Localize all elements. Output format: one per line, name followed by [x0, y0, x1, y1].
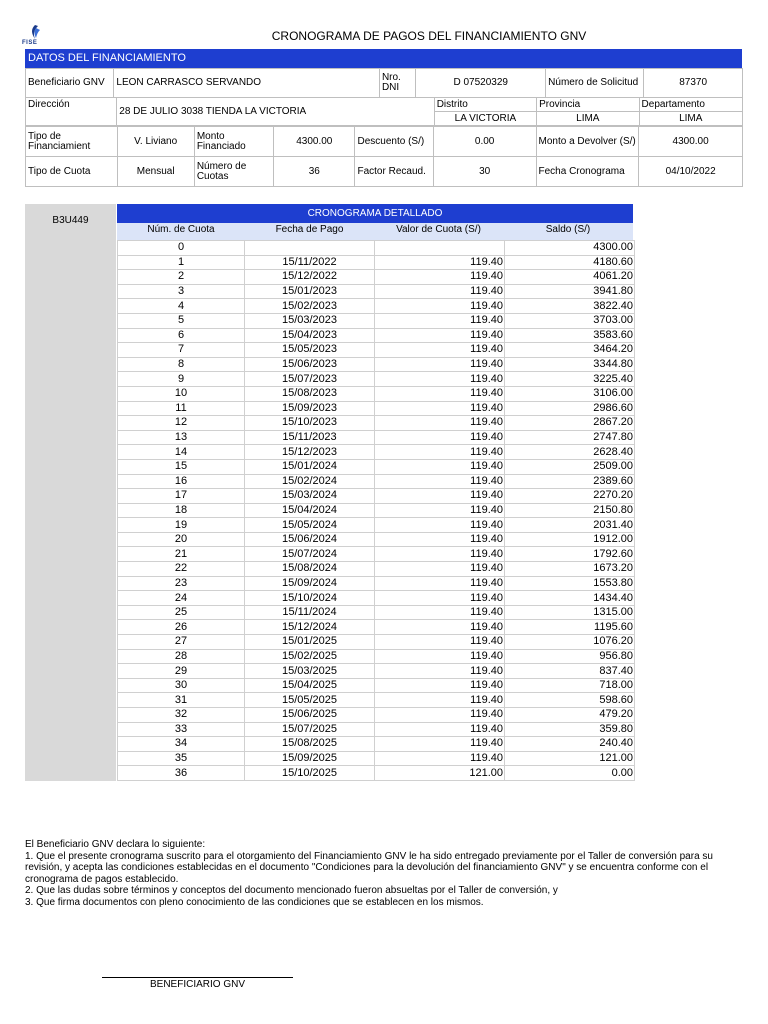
tipo-financiamiento-label: Tipo de Financiamient — [26, 127, 118, 157]
table-row — [118, 299, 635, 314]
departamento-value: LIMA — [639, 112, 742, 126]
payment-date-cell: 15/12/2024 — [245, 620, 375, 635]
cuota-number-cell: 36 — [118, 766, 245, 781]
cuota-number-cell: 25 — [118, 605, 245, 620]
cuota-number-cell: 24 — [118, 591, 245, 606]
payment-date-cell: 15/03/2025 — [245, 664, 375, 679]
balance-cell: 2150.80 — [505, 503, 635, 518]
payment-date-cell: 15/11/2022 — [245, 255, 375, 270]
payment-date-cell: 15/11/2023 — [245, 430, 375, 445]
payment-date-cell: 15/08/2023 — [245, 386, 375, 401]
column-header-saldo: Saldo (S/) — [545, 224, 591, 235]
table-row — [118, 284, 635, 299]
cuota-value-cell: 119.40 — [375, 649, 505, 664]
payment-date-cell: 15/04/2024 — [245, 503, 375, 518]
table-row — [118, 722, 635, 737]
cuota-number-cell: 7 — [118, 343, 245, 358]
cronograma-table — [117, 240, 635, 781]
cuota-value-cell: 119.40 — [375, 503, 505, 518]
table-row — [118, 649, 635, 664]
payment-date-cell: 15/09/2025 — [245, 751, 375, 766]
cuota-number-cell: 19 — [118, 518, 245, 533]
balance-cell: 359.80 — [505, 722, 635, 737]
numero-cuotas-label: Número de Cuotas — [194, 157, 273, 187]
payment-date-cell: 15/10/2024 — [245, 591, 375, 606]
table-row — [118, 357, 635, 372]
payment-date-cell: 15/01/2024 — [245, 459, 375, 474]
cuota-number-cell: 22 — [118, 562, 245, 577]
payment-date-cell: 15/07/2025 — [245, 722, 375, 737]
descuento-value: 0.00 — [433, 127, 536, 157]
cuota-value-cell: 119.40 — [375, 459, 505, 474]
monto-devolver-label: Monto a Devolver (S/) — [536, 127, 639, 157]
table-row — [118, 372, 635, 387]
tipo-financiamiento-value: V. Liviano — [117, 127, 194, 157]
cuota-value-cell: 119.40 — [375, 708, 505, 723]
cuota-number-cell: 15 — [118, 459, 245, 474]
distrito-label: Distrito — [434, 98, 536, 112]
numero-cuotas-value: 36 — [274, 157, 355, 187]
cuota-value-cell: 119.40 — [375, 547, 505, 562]
balance-cell: 3464.20 — [505, 343, 635, 358]
cuota-number-cell: 33 — [118, 722, 245, 737]
cuota-number-cell: 6 — [118, 328, 245, 343]
balance-cell: 3225.40 — [505, 372, 635, 387]
table-row — [118, 532, 635, 547]
cuota-number-cell: 0 — [118, 241, 245, 256]
column-header-fecha-pago: Fecha de Pago — [275, 224, 344, 235]
cuota-value-cell: 119.40 — [375, 255, 505, 270]
balance-cell: 4180.60 — [505, 255, 635, 270]
dni-value: D 07520329 — [416, 69, 546, 98]
cuota-number-cell: 31 — [118, 693, 245, 708]
cuota-number-cell: 4 — [118, 299, 245, 314]
payment-date-cell: 15/09/2023 — [245, 401, 375, 416]
table-row — [118, 737, 635, 752]
payment-date-cell: 15/12/2023 — [245, 445, 375, 460]
payment-date-cell: 15/03/2023 — [245, 313, 375, 328]
cuota-value-cell: 119.40 — [375, 751, 505, 766]
balance-cell: 4300.00 — [505, 241, 635, 256]
balance-cell: 3344.80 — [505, 357, 635, 372]
payment-date-cell: 15/04/2025 — [245, 678, 375, 693]
balance-cell: 2270.20 — [505, 489, 635, 504]
column-header-valor-cuota: Valor de Cuota (S/) — [396, 224, 481, 235]
payment-date-cell: 15/07/2023 — [245, 372, 375, 387]
balance-cell: 2389.60 — [505, 474, 635, 489]
balance-cell: 479.20 — [505, 708, 635, 723]
table-row — [118, 255, 635, 270]
cuota-number-cell: 3 — [118, 284, 245, 299]
declaration-intro: El Beneficiario GNV declara lo siguiente: — [25, 839, 206, 850]
payment-date-cell: 15/03/2024 — [245, 489, 375, 504]
beneficiario-label: Beneficiario GNV — [26, 69, 114, 98]
cuota-number-cell: 12 — [118, 416, 245, 431]
cuota-value-cell: 119.40 — [375, 576, 505, 591]
cuota-number-cell: 8 — [118, 357, 245, 372]
descuento-label: Descuento (S/) — [355, 127, 433, 157]
cuota-value-cell: 119.40 — [375, 722, 505, 737]
table-row — [118, 386, 635, 401]
monto-financiado-label: Monto Financiado — [194, 127, 273, 157]
monto-financiado-value: 4300.00 — [274, 127, 355, 157]
balance-cell: 1912.00 — [505, 532, 635, 547]
cuota-value-cell: 119.40 — [375, 664, 505, 679]
cuota-value-cell: 119.40 — [375, 474, 505, 489]
balance-cell: 1315.00 — [505, 605, 635, 620]
cuota-number-cell: 21 — [118, 547, 245, 562]
table-row — [118, 708, 635, 723]
cuota-number-cell: 2 — [118, 270, 245, 285]
table-row — [118, 445, 635, 460]
table-row — [118, 503, 635, 518]
payment-date-cell: 15/02/2024 — [245, 474, 375, 489]
cuota-value-cell: 119.40 — [375, 270, 505, 285]
table-row — [118, 562, 635, 577]
signature-line — [102, 977, 293, 978]
cuota-value-cell: 119.40 — [375, 678, 505, 693]
signature-label: BENEFICIARIO GNV — [149, 979, 245, 990]
balance-cell: 598.60 — [505, 693, 635, 708]
cuota-value-cell: 119.40 — [375, 313, 505, 328]
cronograma-column-headers — [117, 223, 633, 240]
cuota-number-cell: 17 — [118, 489, 245, 504]
cuota-value-cell: 119.40 — [375, 693, 505, 708]
cuota-value-cell: 119.40 — [375, 591, 505, 606]
table-row — [118, 591, 635, 606]
distrito-value: LA VICTORIA — [434, 112, 536, 126]
cuota-value-cell: 119.40 — [375, 445, 505, 460]
table-row — [118, 489, 635, 504]
payment-date-cell: 15/02/2023 — [245, 299, 375, 314]
tipo-cuota-label: Tipo de Cuota — [26, 157, 118, 187]
cuota-number-cell: 13 — [118, 430, 245, 445]
balance-cell: 0.00 — [505, 766, 635, 781]
cuota-number-cell: 14 — [118, 445, 245, 460]
table-row — [118, 635, 635, 650]
balance-cell: 4061.20 — [505, 270, 635, 285]
table-row — [118, 766, 635, 781]
cuota-number-cell: 11 — [118, 401, 245, 416]
payment-date-cell: 15/01/2025 — [245, 635, 375, 650]
cuota-number-cell: 34 — [118, 737, 245, 752]
balance-cell: 3106.00 — [505, 386, 635, 401]
payment-date-cell: 15/07/2024 — [245, 547, 375, 562]
cuota-value-cell: 119.40 — [375, 343, 505, 358]
balance-cell: 1195.60 — [505, 620, 635, 635]
payment-date-cell: 15/06/2023 — [245, 357, 375, 372]
cuota-value-cell: 119.40 — [375, 489, 505, 504]
table-row — [118, 313, 635, 328]
monto-devolver-value: 4300.00 — [639, 127, 743, 157]
cuota-value-cell: 119.40 — [375, 401, 505, 416]
balance-cell: 3583.60 — [505, 328, 635, 343]
declaration-item-2: 2. Que las dudas sobre términos y conceptos del documento mencionado fueron absueltas por el Taller de conversión, y — [25, 885, 558, 896]
cuota-number-cell: 26 — [118, 620, 245, 635]
solicitud-value: 87370 — [644, 69, 743, 98]
cuota-number-cell: 23 — [118, 576, 245, 591]
dni-label: Nro. DNI — [379, 69, 415, 98]
cuota-number-cell: 35 — [118, 751, 245, 766]
cuota-value-cell: 119.40 — [375, 562, 505, 577]
payment-date-cell: 15/05/2025 — [245, 693, 375, 708]
table-row — [118, 416, 635, 431]
payment-date-cell: 15/08/2025 — [245, 737, 375, 752]
table-row — [118, 241, 635, 256]
tipo-cuota-value: Mensual — [117, 157, 194, 187]
payment-date-cell — [245, 241, 375, 256]
balance-cell: 3703.00 — [505, 313, 635, 328]
balance-cell: 1553.80 — [505, 576, 635, 591]
balance-cell: 3941.80 — [505, 284, 635, 299]
datos-table — [25, 68, 743, 98]
table-row — [118, 664, 635, 679]
balance-cell: 718.00 — [505, 678, 635, 693]
cuota-value-cell: 119.40 — [375, 357, 505, 372]
balance-cell: 2509.00 — [505, 459, 635, 474]
cuota-value-cell: 119.40 — [375, 284, 505, 299]
declaration-item-1: 1. Que el presente cronograma suscrito para el otorgamiento del Financiamiento GNV le ha sido entregado previamente por el Taller de conversión para su revisión, y acepta las condiciones establecidas en el documento "Condiciones para la devolución del financiamiento GNV" y se encuentra conforme con el cronograma de pagos establecido. — [25, 850, 713, 885]
provincia-value: LIMA — [537, 112, 639, 126]
direccion-label: Dirección — [26, 98, 117, 126]
table-row — [118, 343, 635, 358]
table-row — [118, 459, 635, 474]
cuota-value-cell: 119.40 — [375, 328, 505, 343]
cuota-number-cell: 5 — [118, 313, 245, 328]
cuota-number-cell: 30 — [118, 678, 245, 693]
balance-cell: 2628.40 — [505, 445, 635, 460]
cuota-number-cell: 28 — [118, 649, 245, 664]
balance-cell: 240.40 — [505, 737, 635, 752]
cuota-value-cell: 119.40 — [375, 372, 505, 387]
datos-financiamiento-section — [25, 49, 742, 68]
logo-text: FISE — [22, 40, 38, 46]
payment-date-cell: 15/10/2025 — [245, 766, 375, 781]
table-row — [118, 678, 635, 693]
balance-cell: 3822.40 — [505, 299, 635, 314]
plate-column — [25, 204, 116, 781]
document-title: CRONOGRAMA DE PAGOS DEL FINANCIAMIENTO GNV — [271, 29, 587, 43]
cronograma-header: CRONOGRAMA DETALLADO — [117, 204, 633, 223]
cuota-value-cell: 121.00 — [375, 766, 505, 781]
payment-date-cell: 15/05/2024 — [245, 518, 375, 533]
cuota-value-cell: 119.40 — [375, 386, 505, 401]
direccion-value: 28 DE JULIO 3038 TIENDA LA VICTORIA — [117, 98, 434, 126]
beneficiario-value: LEON CARRASCO SERVANDO — [114, 69, 380, 98]
cuota-value-cell: 119.40 — [375, 416, 505, 431]
cuota-number-cell: 18 — [118, 503, 245, 518]
table-row — [118, 518, 635, 533]
payment-date-cell: 15/02/2025 — [245, 649, 375, 664]
cuota-value-cell: 119.40 — [375, 737, 505, 752]
table-row — [118, 401, 635, 416]
cuota-number-cell: 29 — [118, 664, 245, 679]
payment-date-cell: 15/06/2024 — [245, 532, 375, 547]
balance-cell: 956.80 — [505, 649, 635, 664]
payment-date-cell: 15/11/2024 — [245, 605, 375, 620]
cuota-number-cell: 10 — [118, 386, 245, 401]
cuota-number-cell: 1 — [118, 255, 245, 270]
cuota-number-cell: 20 — [118, 532, 245, 547]
balance-cell: 1792.60 — [505, 547, 635, 562]
payment-date-cell: 15/10/2023 — [245, 416, 375, 431]
table-row — [118, 751, 635, 766]
table-row — [118, 693, 635, 708]
declaration-item-3: 3. Que firma documentos con pleno conocimiento de las condiciones que se establecen en los mismos. — [25, 896, 484, 908]
table-row — [118, 547, 635, 562]
cuota-value-cell: 119.40 — [375, 620, 505, 635]
factor-recaud-label: Factor Recaud. — [355, 157, 433, 187]
cuota-value-cell — [375, 241, 505, 256]
balance-cell: 1673.20 — [505, 562, 635, 577]
payment-date-cell: 15/08/2024 — [245, 562, 375, 577]
balance-cell: 1076.20 — [505, 635, 635, 650]
table-row — [118, 328, 635, 343]
cuota-value-cell: 119.40 — [375, 605, 505, 620]
fecha-cronograma-value: 04/10/2022 — [639, 157, 743, 187]
financiamiento-details-table — [25, 126, 743, 187]
payment-date-cell: 15/12/2022 — [245, 270, 375, 285]
payment-date-cell: 15/04/2023 — [245, 328, 375, 343]
cuota-number-cell: 9 — [118, 372, 245, 387]
solicitud-label: Número de Solicitud — [546, 69, 644, 98]
cuota-value-cell: 119.40 — [375, 635, 505, 650]
payment-date-cell: 15/09/2024 — [245, 576, 375, 591]
balance-cell: 837.40 — [505, 664, 635, 679]
table-row — [118, 576, 635, 591]
payment-date-cell: 15/06/2025 — [245, 708, 375, 723]
declaration-text — [25, 839, 745, 908]
cuota-value-cell: 119.40 — [375, 532, 505, 547]
payment-date-cell: 15/01/2023 — [245, 284, 375, 299]
column-header-num-cuota: Núm. de Cuota — [147, 224, 215, 235]
provincia-label: Provincia — [537, 98, 639, 112]
table-row — [118, 270, 635, 285]
balance-cell: 2747.80 — [505, 430, 635, 445]
balance-cell: 2867.20 — [505, 416, 635, 431]
payment-date-cell: 15/05/2023 — [245, 343, 375, 358]
departamento-label: Departamento — [639, 98, 742, 112]
fecha-cronograma-label: Fecha Cronograma — [536, 157, 639, 187]
cuota-value-cell: 119.40 — [375, 299, 505, 314]
balance-cell: 1434.40 — [505, 591, 635, 606]
cuota-number-cell: 32 — [118, 708, 245, 723]
direccion-table — [25, 97, 743, 126]
datos-header: DATOS DEL FINANCIAMIENTO — [25, 49, 742, 68]
cuota-number-cell: 16 — [118, 474, 245, 489]
table-row — [118, 605, 635, 620]
vehicle-plate: B3U449 — [52, 215, 89, 226]
cuota-value-cell: 119.40 — [375, 430, 505, 445]
table-row — [118, 474, 635, 489]
factor-recaud-value: 30 — [433, 157, 536, 187]
balance-cell: 2031.40 — [505, 518, 635, 533]
balance-cell: 121.00 — [505, 751, 635, 766]
cuota-value-cell: 119.40 — [375, 518, 505, 533]
cuota-number-cell: 27 — [118, 635, 245, 650]
table-row — [118, 430, 635, 445]
table-row — [118, 620, 635, 635]
balance-cell: 2986.60 — [505, 401, 635, 416]
